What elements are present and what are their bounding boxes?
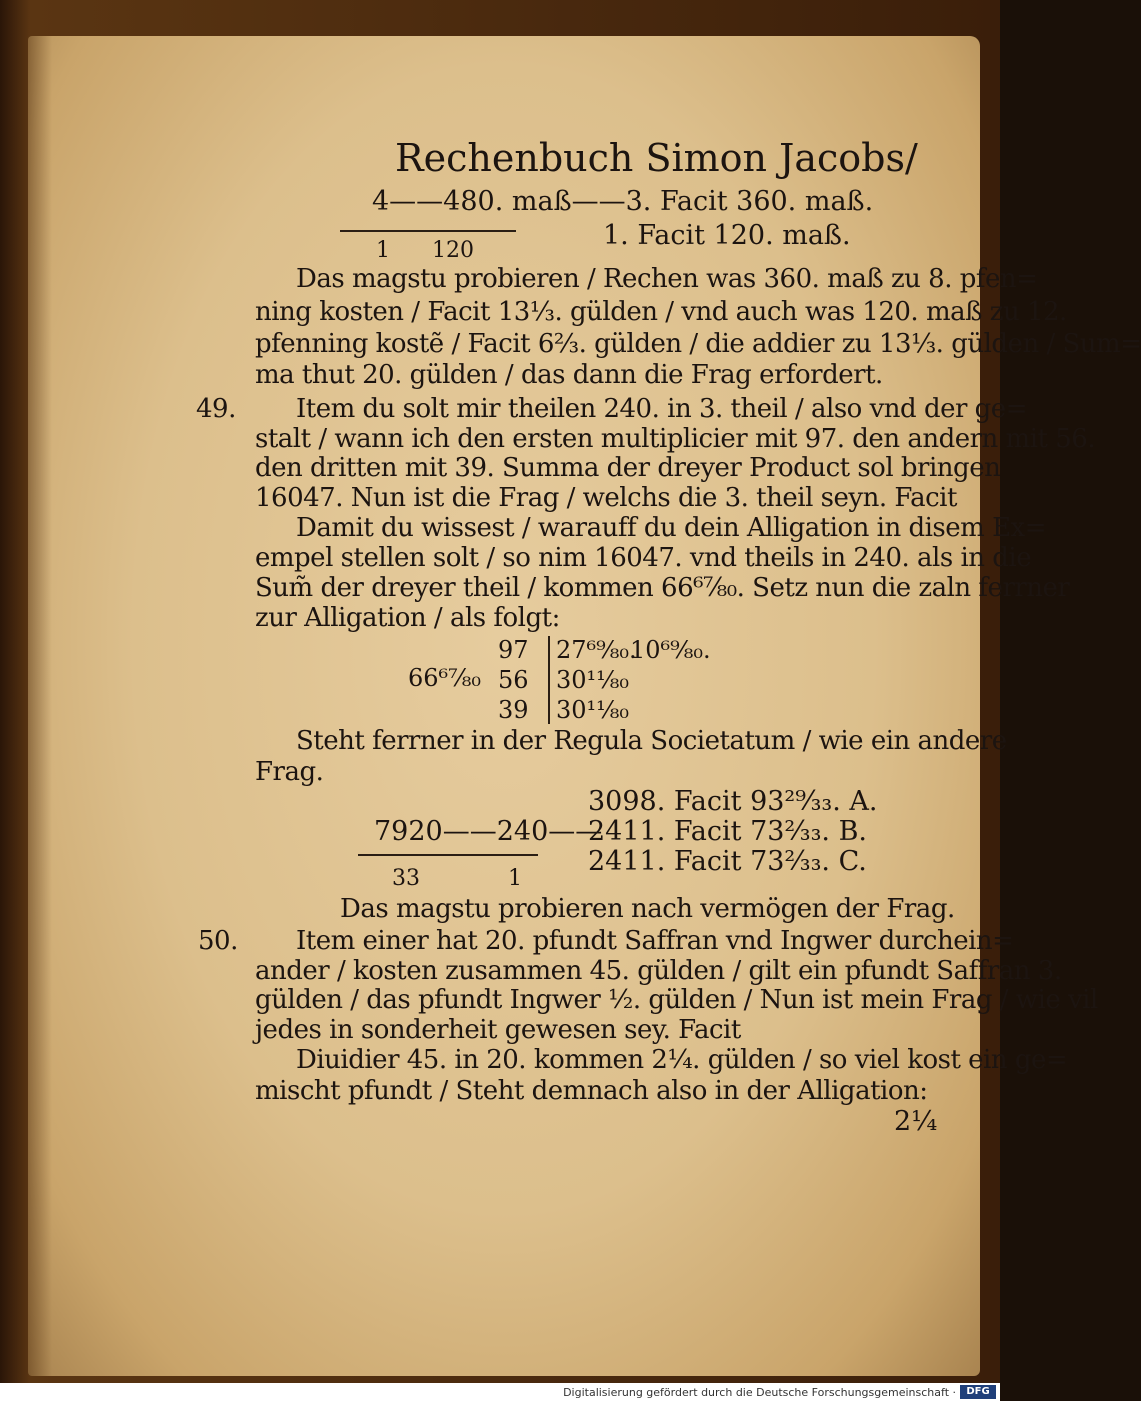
text-line: Das magstu probieren / Rechen was 360. maß zu 8. pfen=	[296, 264, 1038, 294]
text-line: pfenning kostẽ / Facit 6⅔. gülden / die addier zu 13⅓. gülden / Sum=	[255, 329, 1141, 359]
society-under-left: 33	[392, 866, 420, 891]
society-line-a: 3098. Facit 93²⁹⁄₃₃. A.	[588, 786, 878, 817]
catchword: 2¼	[894, 1106, 938, 1137]
alligation-result: 30¹¹⁄₈₀	[556, 666, 630, 694]
dfg-logo: DFG	[960, 1385, 996, 1399]
text-line: ma thut 20. gülden / das dann die Frag erfordert.	[255, 360, 883, 390]
society-under-right: 1	[508, 866, 522, 891]
item-number-49: 49.	[196, 394, 236, 424]
society-line-c: 2411. Facit 73²⁄₃₃. C.	[588, 846, 867, 877]
text-line: Frag.	[255, 757, 324, 787]
text-line: ning kosten / Facit 13⅓. gülden / vnd auch was 120. maß zu 12.	[255, 297, 1067, 327]
alligation-extra: 10⁶⁹⁄₈₀.	[630, 636, 711, 664]
item-number-50: 50.	[198, 926, 238, 956]
text-line: jedes in sonderheit gewesen sey. Facit	[255, 1015, 741, 1045]
funding-credit: Digitalisierung gefördert durch die Deutsche Forschungsgemeinschaft ·	[563, 1386, 956, 1399]
alligation-multiplier: 97	[498, 636, 529, 664]
alligation-multiplier: 39	[498, 696, 529, 724]
text-line: ander / kosten zusammen 45. gülden / gilt ein pfundt Saffran 3.	[255, 956, 1062, 986]
society-underline	[358, 854, 538, 856]
text-line: zur Alligation / als folgt:	[255, 603, 560, 633]
alligation-multiplier: 56	[498, 666, 529, 694]
text-line: mischt pfundt / Steht demnach also in der Alligation:	[255, 1076, 928, 1106]
page-gutter-shadow	[28, 36, 52, 1376]
text-line: Diuidier 45. in 20. kommen 2¼. gülden / so viel kost ein ge=	[296, 1045, 1068, 1075]
society-left: 7920——240——	[374, 816, 603, 847]
text-line: Item du solt mir theilen 240. in 3. theil / also vnd der ge=	[296, 394, 1027, 424]
rule3-underline	[340, 230, 516, 232]
rule3-line1: 4——480. maß——3. Facit 360. maß.	[372, 186, 874, 217]
alligation-bracket	[548, 636, 550, 724]
running-title: Rechenbuch Simon Jacobs/	[395, 136, 918, 180]
text-line: Das magstu probieren nach vermögen der Frag.	[340, 894, 955, 924]
rule3-under-left: 1	[376, 238, 390, 263]
rule3-under-right: 120	[432, 238, 474, 263]
alligation-result: 30¹¹⁄₈₀	[556, 696, 630, 724]
text-line: Steht ferrner in der Regula Societatum / wie ein andere	[296, 726, 1007, 756]
alligation-result: 27⁶⁹⁄₈₀.	[556, 636, 637, 664]
rule3-line2: 1. Facit 120. maß.	[603, 220, 851, 251]
text-line: Damit du wissest / warauff du dein Alligation in disem Ex=	[296, 513, 1047, 543]
text-line: 16047. Nun ist die Frag / welchs die 3. theil seyn. Facit	[255, 483, 957, 513]
alligation-left-value: 66⁶⁷⁄₈₀	[408, 664, 482, 692]
text-line: stalt / wann ich den ersten multiplicier mit 97. den andern mit 56.	[255, 424, 1096, 454]
text-line: den dritten mit 39. Summa der dreyer Product sol bringen	[255, 453, 1001, 483]
society-line-b: 2411. Facit 73²⁄₃₃. B.	[588, 816, 867, 847]
text-line: Sum̃ der dreyer theil / kommen 66⁶⁷⁄₈₀. Setz nun die zaln ferrner	[255, 573, 1070, 603]
text-line: empel stellen solt / so nim 16047. vnd theils in 240. als in die	[255, 543, 1032, 573]
text-line: Item einer hat 20. pfundt Saffran vnd Ingwer durchein=	[296, 926, 1014, 956]
text-line: gülden / das pfundt Ingwer ½. gülden / Nun ist mein Frag / wie vil	[255, 985, 1098, 1015]
